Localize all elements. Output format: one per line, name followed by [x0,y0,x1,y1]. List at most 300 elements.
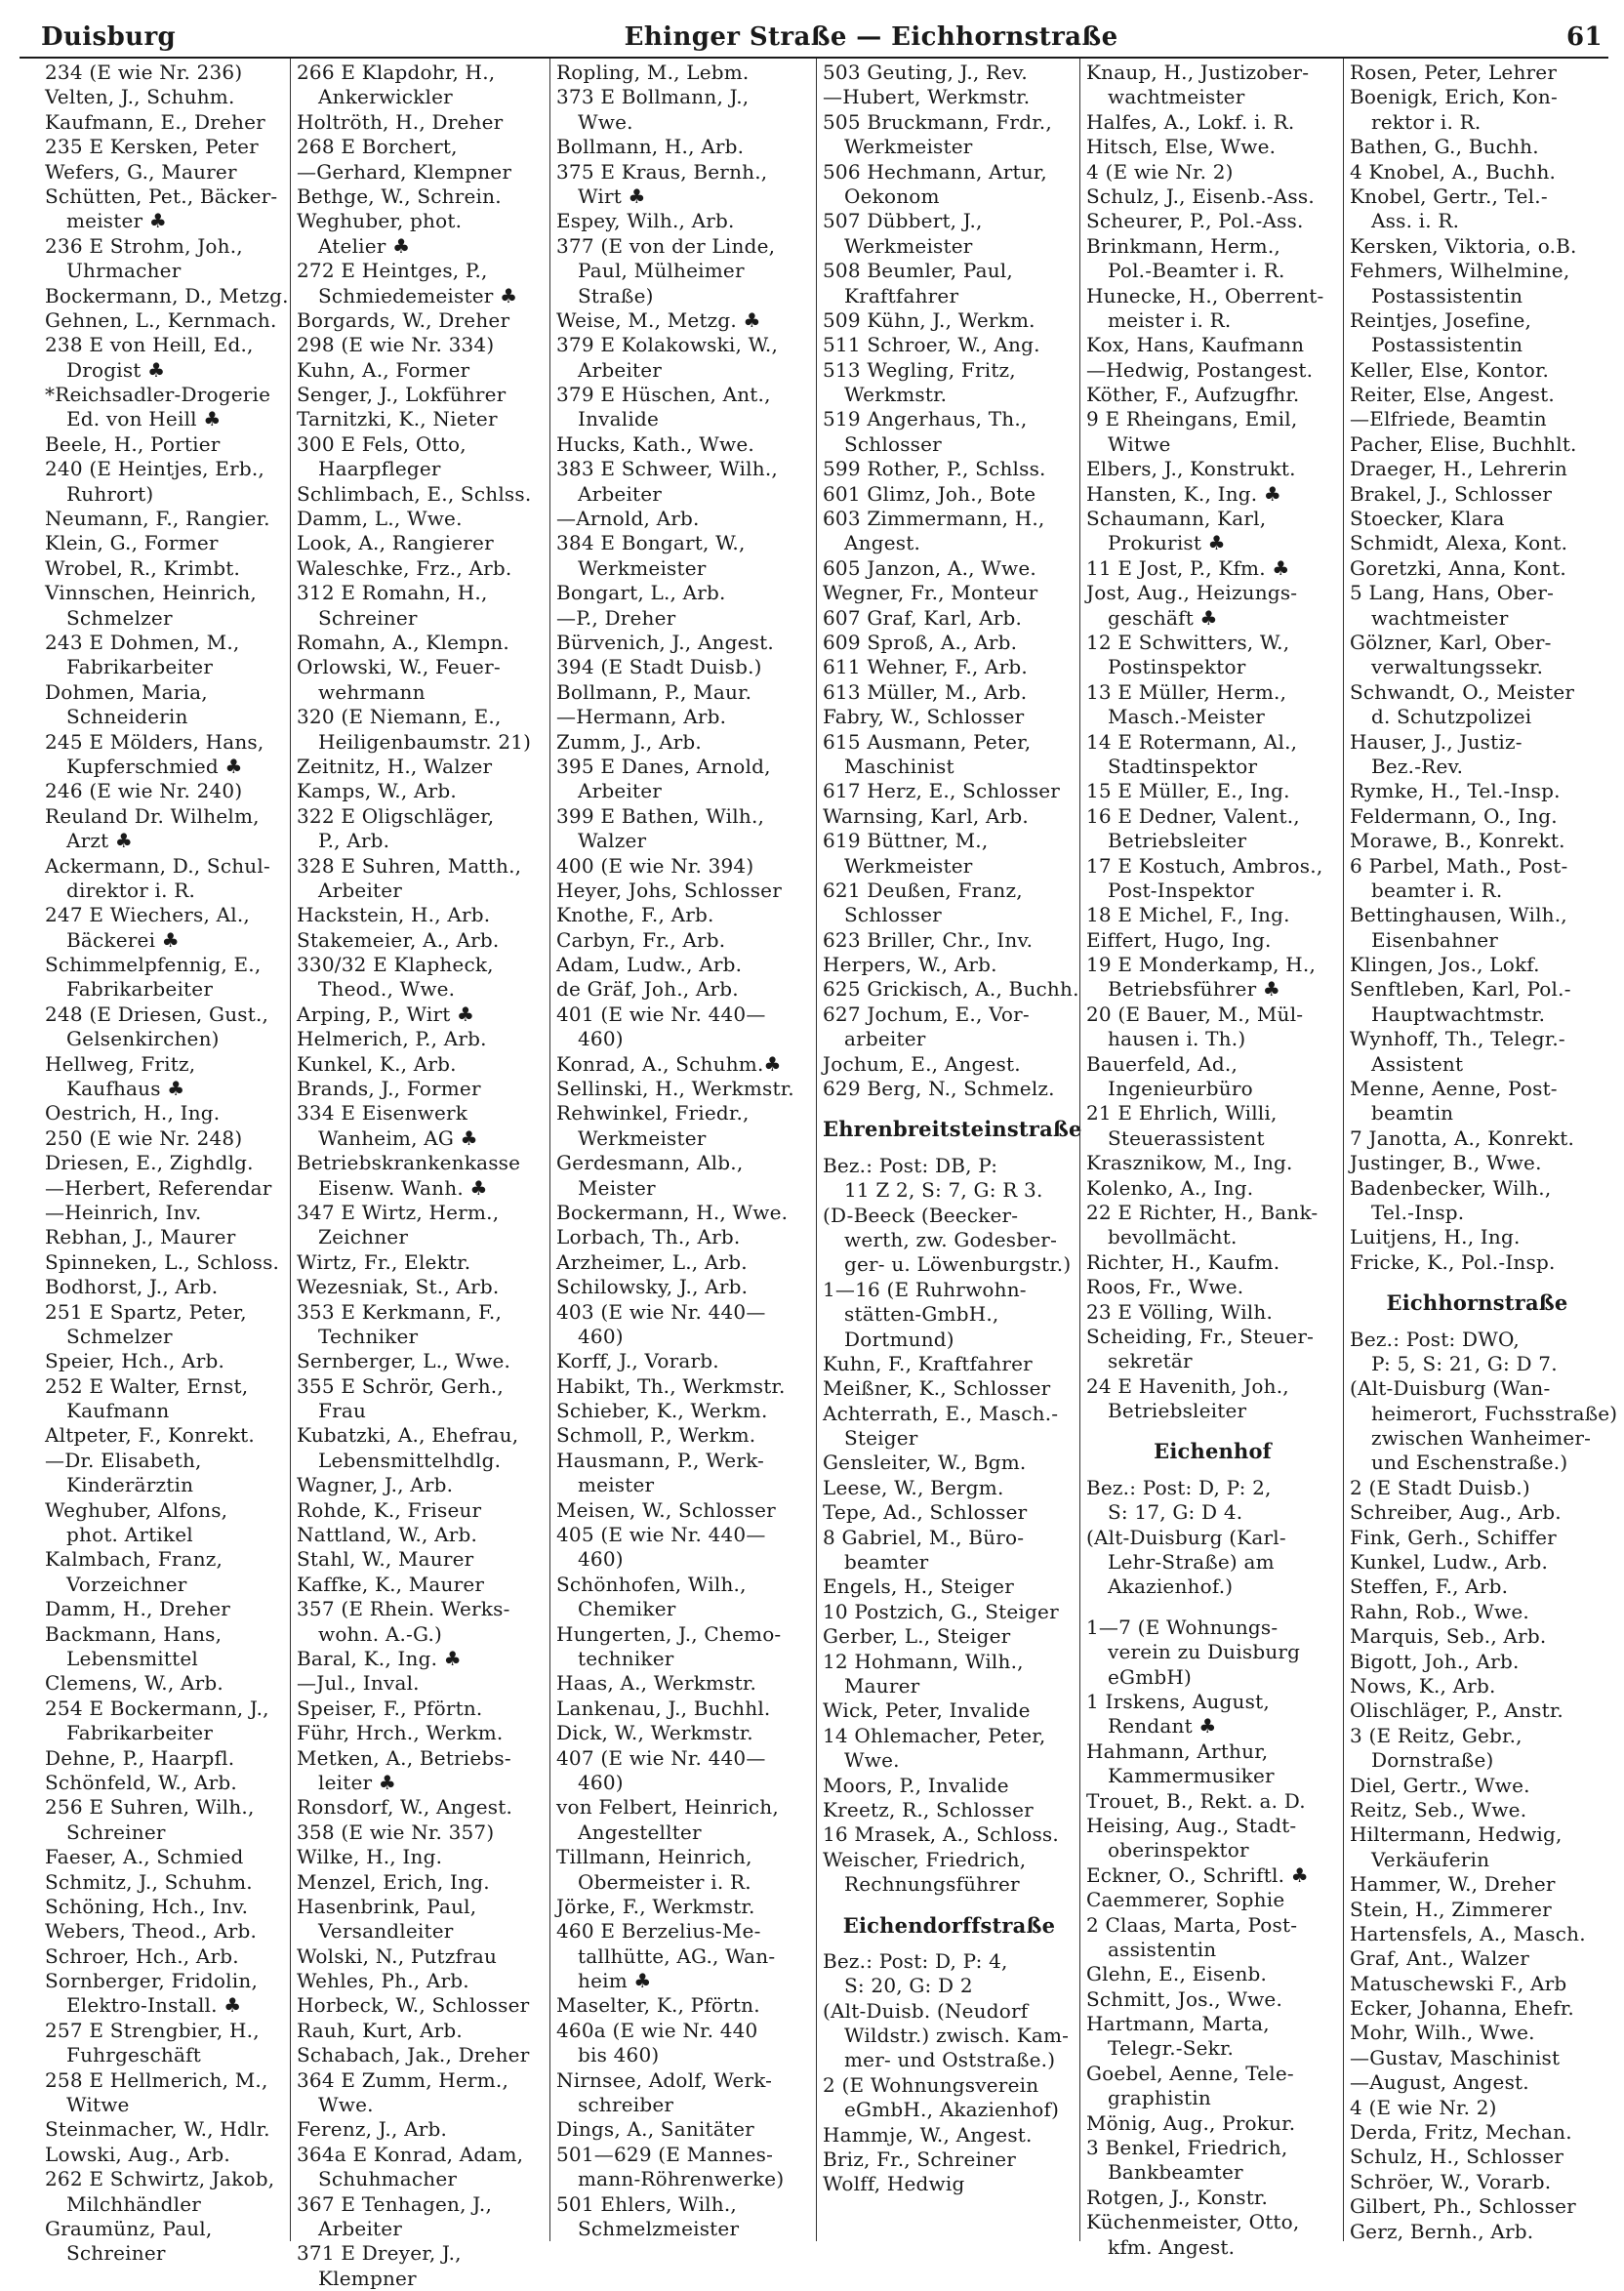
directory-line: Brinkmann, Herm., [1086,233,1280,258]
directory-line: 621 Deußen, Franz, [823,878,1023,902]
directory-line: kfm. Angest. [1108,2234,1236,2259]
directory-line: Matuschewski F., Arb [1350,1971,1567,1995]
directory-line: 235 E Kersken, Peter [45,135,259,159]
directory-line: Scheurer, P., Pol.-Ass. [1086,209,1304,233]
directory-line: Fehmers, Wilhelmine, [1350,259,1570,283]
directory-line: mer- und Oststraße.) [844,2048,1056,2072]
directory-line: Gerber, L., Steiger [823,1624,1011,1649]
directory-line: 3 Benkel, Friedrich, [1086,2136,1288,2160]
directory-line: Klingen, Jos., Lokf. [1350,953,1540,977]
directory-line: Eckner, O., Schriftl. ♣ [1086,1862,1309,1887]
directory-line: Rahn, Rob., Wwe. [1350,1599,1529,1623]
directory-line: Heiligenbaumstr. 21) [318,729,532,754]
directory-line: Kaufmann [66,1399,170,1423]
directory-line: Invalide [578,407,660,431]
directory-line: Kalmbach, Franz, [45,1547,223,1572]
directory-line: stätten-GmbH., [844,1302,999,1327]
directory-line: Habikt, Th., Werkmstr. [556,1373,786,1398]
directory-line: Gensleiter, W., Bgm. [823,1451,1027,1475]
directory-line: Kammermusiker [1108,1764,1275,1788]
directory-line: 236 E Strohm, Joh., [45,233,243,258]
directory-line: Dohmen, Maria, [45,679,208,704]
directory-line: meister i. R. [1108,307,1232,332]
directory-line: Schreiner [318,605,418,630]
directory-line: Postinspektor [1108,655,1246,679]
directory-line: 629 Berg, N., Schmelz. [823,1077,1055,1101]
directory-line: Rebhan, J., Maurer [45,1225,236,1249]
directory-line: Schönhofen, Wilh., [556,1572,747,1596]
directory-line: Warnsing, Karl, Arb. [823,803,1029,828]
directory-line: Schröer, W., Vorarb. [1350,2169,1552,2193]
directory-line: Neumann, F., Rangier. [45,507,270,531]
directory-line: 405 (E wie Nr. 440— [556,1523,766,1547]
spacer [1086,1600,1339,1616]
directory-line: Nattland, W., Arb. [297,1523,478,1547]
directory-line: Steffen, F., Arb. [1350,1575,1509,1599]
directory-line: Wegner, Fr., Monteur [823,581,1038,605]
directory-line: Schlosser [844,431,942,456]
directory-line: 367 E Tenhagen, J., [297,2191,493,2216]
directory-line: 358 (E wie Nr. 357) [297,1820,495,1844]
directory-line: geschäft ♣ [1108,605,1218,630]
directory-line: Spinneken, L., Schloss. [45,1249,280,1274]
directory-line: 607 Graf, Karl, Arb. [823,605,1023,630]
directory-line: Elektro-Install. ♣ [66,1993,242,2018]
directory-line: Heising, Aug., Stadt- [1086,1813,1297,1837]
directory-line: Rymke, H., Tel.-Insp. [1350,779,1561,803]
directory-line: Hungerten, J., Chemo- [556,1621,782,1646]
directory-line: Reuland Dr. Wilhelm, [45,803,260,828]
directory-line: 353 E Kerkmann, F., [297,1299,503,1324]
directory-line: Feldermann, O., Ing. [1350,803,1558,828]
directory-line: bevollmächt. [1108,1225,1238,1249]
directory-line: 460) [578,1770,624,1794]
directory-line: Ronsdorf, W., Angest. [297,1795,513,1820]
header-city: Duisburg [41,22,177,52]
directory-line: Rauh, Kurt, Arb. [297,2018,463,2042]
directory-line: Frau [318,1399,367,1423]
directory-line: Schöning, Hch., Inv. [45,1894,249,1918]
directory-line: Lowski, Aug., Arb. [45,2142,230,2166]
directory-line: Gerdesmann, Alb., [556,1151,744,1175]
directory-line: Hackstein, H., Arb. [297,903,491,927]
directory-line: Steiger [844,1426,918,1451]
directory-line: Wanheim, AG ♣ [318,1125,478,1150]
directory-line: 400 (E wie Nr. 394) [556,853,754,878]
directory-line: 407 (E wie Nr. 440— [556,1745,766,1770]
directory-line: 384 E Bongart, W., [556,531,746,555]
directory-line: Schmidt, Alexa, Kont. [1350,531,1568,555]
directory-line: Dortmund) [844,1327,954,1351]
directory-line: Goretzki, Anna, Kont. [1350,555,1566,580]
directory-line: ger- u. Löwenburgstr.) [844,1252,1072,1277]
directory-line: Maschinist [844,754,954,778]
directory-line: 460 E Berzelius-Me- [556,1919,761,1943]
directory-line: Carbyn, Fr., Arb. [556,927,726,952]
directory-line: Schlosser [844,903,942,927]
directory-line: Richter, H., Kaufm. [1086,1249,1280,1274]
directory-line: 272 E Heintges, P., [297,259,488,283]
directory-line: Sernberger, L., Wwe. [297,1349,511,1373]
directory-line: 503 Geuting, J., Rev. [823,61,1028,84]
directory-line: 11 Z 2, S: 7, G: R 3. [844,1178,1043,1203]
directory-line: 611 Wehner, F., Arb. [823,655,1028,679]
directory-line: Pacher, Elise, Buchhlt. [1350,431,1577,456]
directory-line: Bez.: Post: DB, P: [823,1153,998,1177]
directory-line: Graf, Ant., Walzer [1350,1946,1529,1971]
directory-line: Werkmeister [578,1125,707,1150]
directory-line: Bollmann, P., Maur. [556,679,752,704]
directory-line: 7 Janotta, A., Konrekt. [1350,1125,1575,1150]
directory-line: 330/32 E Klapheck, [297,953,494,977]
directory-line: Kunkel, K., Arb. [297,1051,457,1076]
directory-line: Hitsch, Else, Wwe. [1086,135,1277,159]
directory-line: Zumm, J., Arb. [556,729,702,754]
column-6 [1343,59,1618,2243]
directory-line: (D-Beeck (Beecker- [823,1203,1019,1227]
directory-line: Hausmann, P., Werk- [556,1448,764,1472]
directory-line: Espey, Wilh., Arb. [556,209,735,233]
directory-line: Stahl, W., Maurer [297,1547,474,1572]
directory-line: 13 E Müller, Herm., [1086,679,1287,704]
directory-line: Zeichner [318,1225,409,1249]
directory-line: Reitz, Seb., Wwe. [1350,1797,1527,1821]
directory-line: 364 E Zumm, Herm., [297,2067,509,2092]
directory-line: Arzt ♣ [66,829,134,853]
directory-line: Hucks, Kath., Wwe. [556,431,754,456]
directory-line: Witwe [66,2093,130,2117]
directory-line: Betriebsleiter [1108,829,1247,853]
directory-line: verwaltungssekr. [1371,655,1544,679]
directory-line: Goebel, Aenne, Tele- [1086,2061,1294,2085]
directory-line: Paul, Mülheimer [578,259,745,283]
directory-line: Bathen, G., Buchh. [1350,135,1539,159]
directory-line: Schreiner [66,1820,166,1844]
directory-line: Bankbeamter [1108,2160,1243,2185]
directory-line: 2 (E Stadt Duisb.) [1350,1475,1530,1499]
directory-line: Morawe, B., Konrekt. [1350,829,1565,853]
directory-line: Rechnungsführer [844,1872,1020,1897]
directory-line: sekretär [1108,1349,1193,1373]
directory-line: phot. Artikel [66,1523,193,1547]
directory-line: Ackermann, D., Schul- [45,853,270,878]
directory-line: Rohde, K., Friseur [297,1497,482,1522]
directory-line: Kox, Hans, Kaufmann [1086,333,1305,357]
directory-line: Fabry, W., Schlosser [823,705,1025,729]
directory-line: —P., Dreher [556,605,676,630]
directory-line: Klempner [318,2266,417,2290]
directory-line: Korff, J., Vorarb. [556,1349,719,1373]
directory-line: Helmerich, P., Arb. [297,1027,487,1051]
directory-line: —Elfriede, Beamtin [1350,407,1547,431]
directory-line: Adam, Ludw., Arb. [556,953,743,977]
directory-line: Weghuber, phot. [297,209,463,233]
column-2 [290,59,549,2290]
directory-line: Tel.-Insp. [1371,1200,1465,1224]
directory-line: 357 (E Rhein. Werks- [297,1597,510,1621]
directory-line: Beele, H., Portier [45,431,221,456]
directory-line: 322 E Oligschläger, [297,803,495,828]
directory-line: 507 Dübbert, J., [823,209,983,233]
directory-line: 4 (E wie Nr. 2) [1350,2095,1497,2119]
directory-line: Schilowsky, J., Arb. [556,1275,749,1299]
directory-line: meister ♣ [66,209,167,233]
directory-line: Walzer [578,829,647,853]
directory-line: Halfes, A., Lokf. i. R. [1086,109,1295,134]
directory-line: Steinmacher, W., Hdlr. [45,2117,270,2142]
directory-line: de Gräf, Joh., Arb. [556,977,739,1002]
directory-line: Kaufmann, E., Dreher [45,109,265,134]
directory-line: —Arnold, Arb. [556,507,700,531]
directory-line: 10 Postzich, G., Steiger [823,1599,1059,1623]
directory-line: Arbeiter [578,357,663,382]
directory-line: 20 (E Bauer, M., Mül- [1086,1002,1304,1026]
directory-line: Ecker, Johanna, Ehefr. [1350,1996,1574,2021]
directory-line: Dornstraße) [1371,1748,1494,1773]
directory-line: Bockermann, D., Metzg. [45,283,289,307]
directory-line: 6 Parbel, Math., Post- [1350,853,1568,878]
directory-line: —Heinrich, Inv. [45,1200,202,1224]
directory-line: oberinspektor [1108,1838,1249,1862]
directory-line: Altpeter, F., Konrekt. [45,1423,255,1448]
directory-line: 2 (E Wohnungsverein [823,2072,1039,2097]
directory-line: 509 Kühn, J., Werkm. [823,307,1035,332]
directory-line: Horbeck, W., Schlosser [297,1993,530,2018]
directory-line: 234 (E wie Nr. 236) [45,61,243,84]
directory-line: Derda, Fritz, Mechan. [1350,2120,1572,2145]
directory-line: Kinderärztin [66,1473,194,1497]
directory-line: Angestellter [578,1820,702,1844]
directory-line: Arbeiter [318,2216,403,2240]
directory-line: 355 E Schrör, Gerh., [297,1373,504,1398]
directory-line: Damm, L., Wwe. [297,507,463,531]
directory-line: Hartensfels, A., Masch. [1350,1921,1586,1945]
directory-line: Bollmann, H., Arb. [556,135,745,159]
directory-line: 395 E Danes, Arnold, [556,754,771,778]
directory-line: —Gerhard, Klempner [297,159,512,184]
directory-line: P: 5, S: 21, G: D 7. [1371,1351,1558,1375]
directory-line: 23 E Völling, Wilh. [1086,1299,1274,1324]
directory-line: 613 Müller, M., Arb. [823,679,1028,704]
directory-line: Oekonom [844,184,940,208]
directory-line: Schmitt, Jos., Wwe. [1086,1986,1282,2011]
directory-line: Orlowski, W., Feuer- [297,655,501,679]
directory-line: Schmelzer [66,1324,173,1348]
directory-line: Caemmerer, Sophie [1086,1888,1285,1912]
directory-line: Dick, W., Werkmstr. [556,1721,753,1745]
directory-line: Rosen, Peter, Lehrer [1350,61,1558,84]
directory-line: Kolenko, A., Ing. [1086,1175,1254,1200]
directory-line: Schlimbach, E., Schlss. [297,481,532,506]
directory-line: beamter i. R. [1371,878,1503,902]
directory-line: Graumünz, Paul, [45,2216,213,2240]
street-heading: Eichendorffstraße [842,1912,1056,1938]
directory-line: Hellweg, Fritz, [45,1051,196,1076]
directory-line: Oestrich, H., Ing. [45,1101,221,1125]
directory-line: Bettinghausen, Wilh., [1350,903,1567,927]
directory-line: Wrobel, R., Krimbt. [45,555,241,580]
directory-line: tallhütte, AG., Wan- [578,1943,776,1968]
directory-line: Rendant ♣ [1108,1714,1217,1739]
directory-line: Wilke, H., Ing. [297,1845,443,1869]
directory-line: Schaumann, Karl, [1086,507,1267,531]
directory-line: Konrad, A., Schuhm.♣ [556,1051,782,1076]
directory-line: Hartmann, Marta, [1086,2012,1270,2036]
directory-line: Holtröth, H., Dreher [297,109,504,134]
directory-line: Elbers, J., Konstrukt. [1086,457,1296,481]
directory-line: 508 Beumler, Paul, [823,259,1013,283]
column-5 [1079,59,1343,2259]
directory-line: werth, zw. Godesber- [844,1227,1058,1251]
directory-line: Postassistentin [1371,283,1523,307]
directory-line: Assistent [1371,1051,1464,1076]
directory-line: 623 Briller, Chr., Inv. [823,927,1034,952]
directory-line: Herpers, W., Arb. [823,953,997,977]
directory-line: Wick, Peter, Invalide [823,1698,1031,1723]
directory-line: wohn. A.-G.) [318,1621,443,1646]
directory-line: Weise, M., Metzg. ♣ [556,307,761,332]
directory-line: Wolski, N., Putzfrau [297,1943,498,1968]
directory-line: Schmelzmeister [578,2216,740,2240]
directory-line: Tillmann, Heinrich, [556,1845,752,1869]
directory-line: Wildstr.) zwisch. Kam- [844,2024,1070,2048]
directory-line: 258 E Hellmerich, M., [45,2067,268,2092]
directory-line: 4 Knobel, A., Buchh. [1350,159,1557,184]
directory-line: Mönig, Aug., Prokur. [1086,2110,1296,2135]
directory-line: verein zu Duisburg [1108,1640,1301,1664]
directory-line: Bigott, Joh., Arb. [1350,1649,1520,1673]
directory-line: —Hubert, Werkmstr. [823,85,1031,109]
directory-line: Hiltermann, Hedwig, [1350,1822,1563,1847]
directory-line: Weghuber, Alfons, [45,1497,228,1522]
directory-line: Schuhmacher [318,2167,458,2191]
directory-line: Bez.: Post: DWO, [1350,1327,1520,1351]
directory-line: 506 Hechmann, Artur, [823,159,1047,184]
directory-line: Scheiding, Fr., Steuer- [1086,1324,1315,1348]
directory-line: 403 (E wie Nr. 440— [556,1299,766,1324]
directory-line: Reintjes, Josefine, [1350,307,1532,332]
directory-line: Witwe [1108,431,1171,456]
directory-line: 245 E Mölders, Hans, [45,729,264,754]
directory-line: 328 E Suhren, Matth., [297,853,522,878]
directory-line: 268 E Borchert, [297,135,458,159]
directory-line: —Gustav, Maschinist [1350,2045,1561,2069]
directory-line: wachtmeister [1371,605,1509,630]
directory-line: —Hedwig, Postangest. [1086,357,1314,382]
directory-line: Gelsenkirchen) [66,1027,220,1051]
directory-line: Versandleiter [318,1919,454,1943]
directory-line: Moors, P., Invalide [823,1773,1009,1797]
directory-line: 347 E Wirtz, Herm., [297,1200,500,1224]
directory-line: 603 Zimmermann, H., [823,507,1045,531]
directory-line: Telegr.-Sekr. [1108,2036,1235,2061]
directory-line: 619 Büttner, M., [823,829,989,853]
directory-line: 243 E Dohmen, M., [45,630,240,654]
directory-line: Knothe, F., Arb. [556,903,714,927]
directory-line: Straße) [578,283,654,307]
directory-line: Bez.: Post: D, P: 2, [1086,1475,1272,1499]
directory-line: 17 E Kostuch, Ambros., [1086,853,1323,878]
directory-line: leiter ♣ [318,1770,396,1794]
directory-line: Hammer, W., Dreher [1350,1872,1556,1897]
directory-line: —Jul., Inval. [297,1671,420,1696]
header-street-range: Ehinger Straße — Eichhornstraße [624,22,1118,52]
directory-line: 266 E Klapdohr, H., [297,61,496,84]
directory-line: Knaup, H., Justizober- [1086,61,1310,84]
directory-line: Senftleben, Karl, Pol.- [1350,977,1571,1002]
directory-line: 511 Schroer, W., Ang. [823,333,1040,357]
page-number: 61 [1566,22,1603,52]
directory-line: 5 Lang, Hans, Ober- [1350,581,1555,605]
directory-line: Akazienhof.) [1108,1575,1234,1599]
directory-line: Verkäuferin [1371,1847,1490,1871]
directory-line: Wolff, Hedwig [823,2172,965,2196]
directory-line: 501—629 (E Mannes- [556,2142,774,2166]
directory-line: Gilbert, Ph., Schlosser [1350,2194,1576,2219]
directory-line: 320 (E Niemann, E., [297,705,502,729]
directory-line: Prokurist ♣ [1108,531,1226,555]
directory-line: 14 E Rotermann, Al., [1086,729,1298,754]
directory-line: Kersken, Viktoria, o.B. [1350,233,1577,258]
directory-line: Schmiedemeister ♣ [318,283,518,307]
directory-line: Eisenbahner [1371,927,1499,952]
directory-line: Tarnitzki, K., Nieter [297,407,498,431]
directory-line: Obermeister i. R. [578,1869,751,1894]
directory-line: eGmbH) [1108,1664,1193,1689]
directory-line: Schimmelpfennig, E., [45,953,262,977]
directory-line: 250 (E wie Nr. 248) [45,1125,243,1150]
directory-line: Fuhrgeschäft [66,2043,201,2067]
directory-line: Betriebsleiter [1108,1399,1247,1423]
directory-line: Bodhorst, J., Arb. [45,1275,219,1299]
directory-line: Kamps, W., Arb. [297,779,457,803]
directory-line: Lehr-Straße) am [1108,1550,1275,1575]
directory-line: direktor i. R. [66,878,196,902]
directory-line: 394 (E Stadt Duisb.) [556,655,762,679]
directory-line: Lebensmittel [66,1647,198,1670]
directory-line: Clemens, W., Arb. [45,1671,223,1696]
directory-line: Nirnsee, Adolf, Werk- [556,2067,773,2092]
directory-line: Hauptwachtmstr. [1371,1002,1546,1026]
directory-line: 262 E Schwirtz, Jakob, [45,2167,275,2191]
directory-line: Fricke, K., Pol.-Insp. [1350,1249,1556,1274]
directory-line: Kupferschmied ♣ [66,754,243,778]
directory-line: Wynhoff, Th., Telegr.- [1350,1027,1565,1051]
directory-line: Damm, H., Dreher [45,1597,231,1621]
directory-line: 2 Claas, Marta, Post- [1086,1912,1298,1937]
directory-line: Arbeiter [578,779,663,803]
directory-line: Schulz, J., Eisenb.-Ass. [1086,184,1315,208]
directory-line: Schulz, H., Schlosser [1350,2145,1564,2169]
directory-line: schreiber [578,2093,674,2117]
directory-line: 247 E Wiechers, Al., [45,903,250,927]
directory-line: Kuhn, A., Former [297,357,470,382]
directory-line: Wezesniak, St., Arb. [297,1275,500,1299]
directory-line: 21 E Ehrlich, Willi, [1086,1101,1278,1125]
directory-line: 334 E Eisenwerk [297,1101,468,1125]
directory-line: —Hermann, Arb. [556,705,727,729]
directory-line: Speier, Hch., Arb. [45,1349,225,1373]
directory-line: Jörke, F., Werkmstr. [556,1894,755,1918]
directory-line: Werkmeister [844,853,973,878]
directory-line: Wwe. [318,2093,374,2117]
directory-line: Fink, Gerh., Schiffer [1350,1525,1557,1549]
directory-line: Kuhn, F., Kraftfahrer [823,1351,1033,1375]
directory-line: Gehnen, L., Kernmach. [45,307,277,332]
directory-line: Look, A., Rangierer [297,531,494,555]
directory-line: Schmelzer [66,605,173,630]
directory-line: Maurer [844,1674,920,1698]
